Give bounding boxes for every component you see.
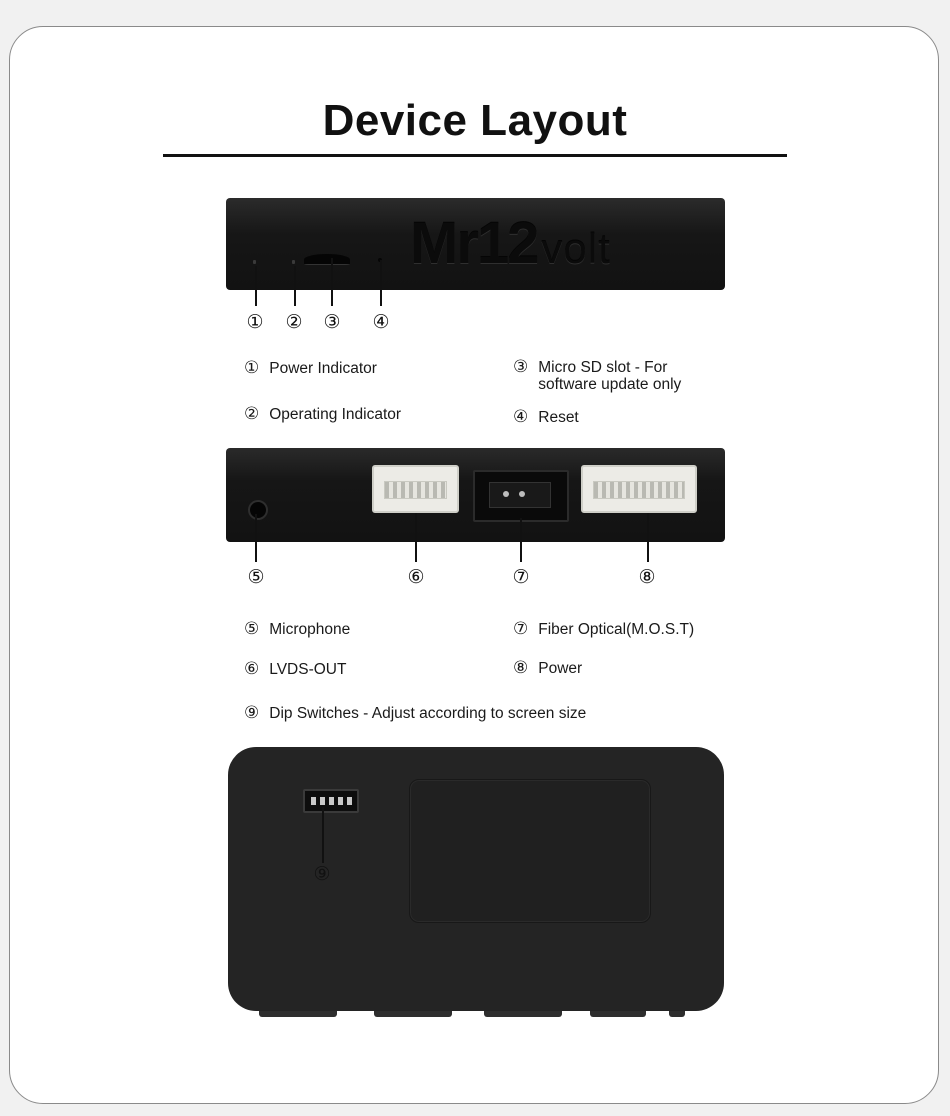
callout-6: ⑥ [407,566,425,588]
legend-text-5: Microphone [269,621,351,638]
legend-text-2: Operating Indicator [269,406,402,423]
power-indicator-led [253,260,256,264]
device-bottom-view [228,747,724,1011]
microphone-jack [248,500,268,520]
legend-item-9 [244,705,586,722]
legend-num-9: ⑨ [244,703,260,723]
callout-7: ⑦ [512,566,530,588]
leader-line-5 [255,514,257,562]
leader-line-7 [520,518,522,562]
legend-item-3 [513,359,708,393]
legend-item-1 [244,360,377,377]
leader-line-3 [331,258,333,306]
power-connector [581,465,697,513]
micro-sd-slot [304,254,350,265]
device-foot [669,1011,685,1017]
callout-2: ② [285,311,303,333]
legend-num-5: ⑤ [244,619,260,639]
brand-logo-part2: volt [541,225,611,272]
device-foot [484,1011,562,1017]
legend-text-3: Micro SD slot - For software update only [538,359,682,393]
device-foot [259,1011,337,1017]
device-foot [374,1011,452,1017]
legend-text-9: Dip Switches - Adjust according to screen size [269,705,587,722]
dip-switch-block [303,789,359,813]
fiber-optical-connector [473,470,569,522]
leader-line-1 [255,266,257,306]
device-foot [590,1011,646,1017]
legend-text-4: Reset [538,409,579,426]
legend-item-2 [244,406,401,423]
legend-num-4: ④ [513,407,529,427]
legend-item-8 [513,660,582,677]
operating-indicator-led [292,260,295,264]
legend-num-8: ⑧ [513,658,529,678]
bottom-label-panel [409,779,651,923]
leader-line-6 [415,513,417,562]
legend-item-5 [244,621,350,638]
legend-item-7 [513,621,694,638]
device-rear-view [226,448,725,542]
brand-logo-part1: Mr12 [410,211,538,276]
legend-num-2: ② [244,404,260,424]
legend-text-8: Power [538,660,583,677]
leader-line-9 [322,807,324,863]
callout-3: ③ [323,311,341,333]
legend-num-6: ⑥ [244,659,260,679]
brand-logo [410,210,611,277]
leader-line-4 [380,260,382,306]
lvds-out-connector [372,465,459,513]
device-front-view [226,198,725,290]
legend-text-6: LVDS-OUT [269,661,347,678]
legend-item-4 [513,409,579,426]
callout-1: ① [246,311,264,333]
title-divider [163,154,787,157]
callout-9: ⑨ [313,863,331,885]
callout-8: ⑧ [638,566,656,588]
legend-text-1: Power Indicator [269,360,377,377]
page-title: Device Layout [322,96,628,145]
legend-num-7: ⑦ [513,619,529,639]
leader-line-8 [647,513,649,562]
legend-num-3: ③ [513,357,529,377]
leader-line-2 [294,266,296,306]
callout-5: ⑤ [247,566,265,588]
legend-item-6 [244,661,346,678]
callout-4: ④ [372,311,390,333]
legend-text-7: Fiber Optical(M.O.S.T) [538,621,695,638]
legend-num-1: ① [244,358,260,378]
